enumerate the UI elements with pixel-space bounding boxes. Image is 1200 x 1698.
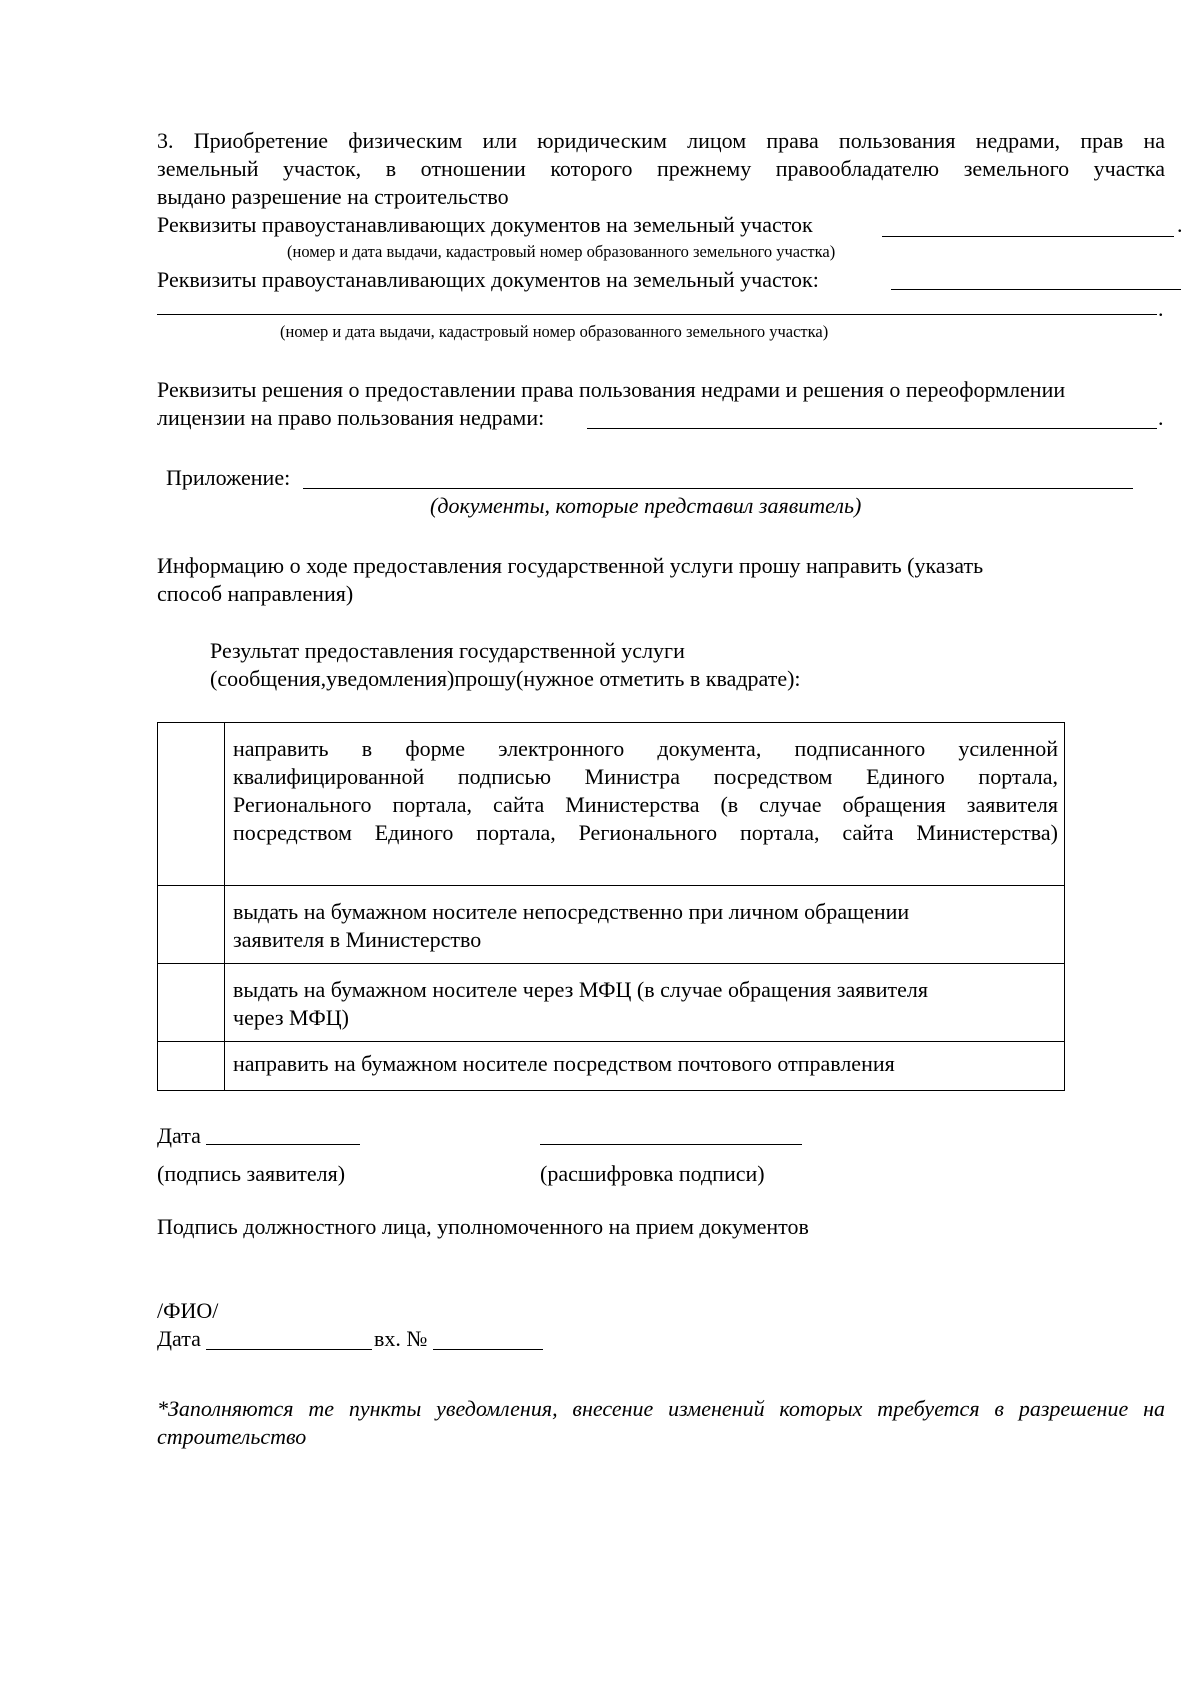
option-checkbox[interactable] — [158, 886, 225, 964]
option-checkbox[interactable] — [158, 964, 225, 1042]
option-line: выдать на бумажном носителе непосредственно при личном обращении — [233, 899, 910, 924]
rekv2-hint: (номер и дата выдачи, кадастровый номер образованного земельного участка) — [280, 322, 829, 341]
incoming-number-label: вх. № — [374, 1326, 428, 1351]
option-row — [158, 964, 1065, 1042]
rekv1-input-line[interactable] — [882, 236, 1174, 237]
info-line1: Информацию о ходе предоставления государственной услуги прошу направить (указать — [157, 553, 984, 578]
official-date-input-line[interactable] — [206, 1349, 372, 1350]
option-line: посредством Единого портала, Регионального портала, сайта Министерства) — [233, 820, 1058, 845]
official-date-label: Дата — [157, 1326, 201, 1351]
signature-decode-caption: (расшифровка подписи) — [540, 1161, 765, 1186]
official-fio: /ФИО/ — [157, 1298, 219, 1323]
footnote-line1: *Заполняются те пункты уведомления, внесение изменений которых требуется в разрешение на — [157, 1396, 1165, 1421]
option-line: через МФЦ) — [233, 1005, 349, 1030]
option-line: направить в форме электронного документа, подписанного усиленной — [233, 736, 1058, 761]
signature-date-input-line[interactable] — [206, 1144, 360, 1145]
result-line2: (сообщения,уведомления)прошу(нужное отметить в квадрате): — [210, 666, 801, 691]
section3-line3: выдано разрешение на строительство — [157, 184, 509, 209]
option-text — [225, 886, 1065, 964]
rekv2-input-line-2[interactable] — [157, 314, 1157, 315]
rekv2-dot: . — [1158, 296, 1164, 321]
rekv2-input-line-1[interactable] — [891, 289, 1181, 290]
official-signature-label: Подпись должностного лица, уполномоченного на прием документов — [157, 1214, 809, 1239]
option-line: квалифицированной подписью Министра посредством Единого портала, — [233, 764, 1058, 789]
option-text — [225, 1042, 1065, 1091]
result-line1: Результат предоставления государственной услуги — [210, 638, 685, 663]
attachment-hint: (документы, которые представил заявитель) — [430, 493, 862, 518]
rekv1-hint: (номер и дата выдачи, кадастровый номер образованного земельного участка) — [287, 242, 836, 261]
nedra-line2: лицензии на право пользования недрами: — [157, 405, 545, 430]
option-line: заявителя в Министерство — [233, 927, 482, 952]
option-row — [158, 723, 1065, 886]
footnote-line2: строительство — [157, 1424, 307, 1449]
attachment-label: Приложение: — [166, 465, 291, 490]
applicant-signature-caption: (подпись заявителя) — [157, 1161, 346, 1186]
option-text — [225, 723, 1065, 886]
option-line: выдать на бумажном носителе через МФЦ (в случае обращения заявителя — [233, 977, 928, 1002]
option-row — [158, 1042, 1065, 1091]
option-checkbox[interactable] — [158, 1042, 225, 1091]
rekv2-label: Реквизиты правоустанавливающих документов на земельный участок: — [157, 267, 819, 292]
option-checkbox[interactable] — [158, 723, 225, 886]
rekv1-dot: . — [1177, 212, 1183, 237]
nedra-input-line[interactable] — [587, 428, 1157, 429]
info-line2: способ направления) — [157, 581, 354, 606]
result-options-table — [157, 722, 1065, 1091]
attachment-input-line[interactable] — [303, 488, 1133, 489]
option-line: Регионального портала, сайта Министерства (в случае обращения заявителя — [233, 792, 1058, 817]
section3-line1: 3. Приобретение физическим или юридическим лицом права пользования недрами, прав на — [157, 128, 1165, 153]
signature-decode-input-line[interactable] — [540, 1144, 802, 1145]
rekv1-label: Реквизиты правоустанавливающих документов на земельный участок — [157, 212, 813, 237]
option-row — [158, 886, 1065, 964]
signature-date-label: Дата — [157, 1123, 201, 1148]
nedra-dot: . — [1158, 405, 1164, 430]
nedra-line1: Реквизиты решения о предоставлении права пользования недрами и решения о переоформлении — [157, 377, 1066, 402]
section3-line2: земельный участок, в отношении которого прежнему правообладателю земельного участка — [157, 156, 1165, 181]
option-text — [225, 964, 1065, 1042]
incoming-number-input-line[interactable] — [433, 1349, 543, 1350]
option-line: направить на бумажном носителе посредством почтового отправления — [233, 1051, 895, 1076]
